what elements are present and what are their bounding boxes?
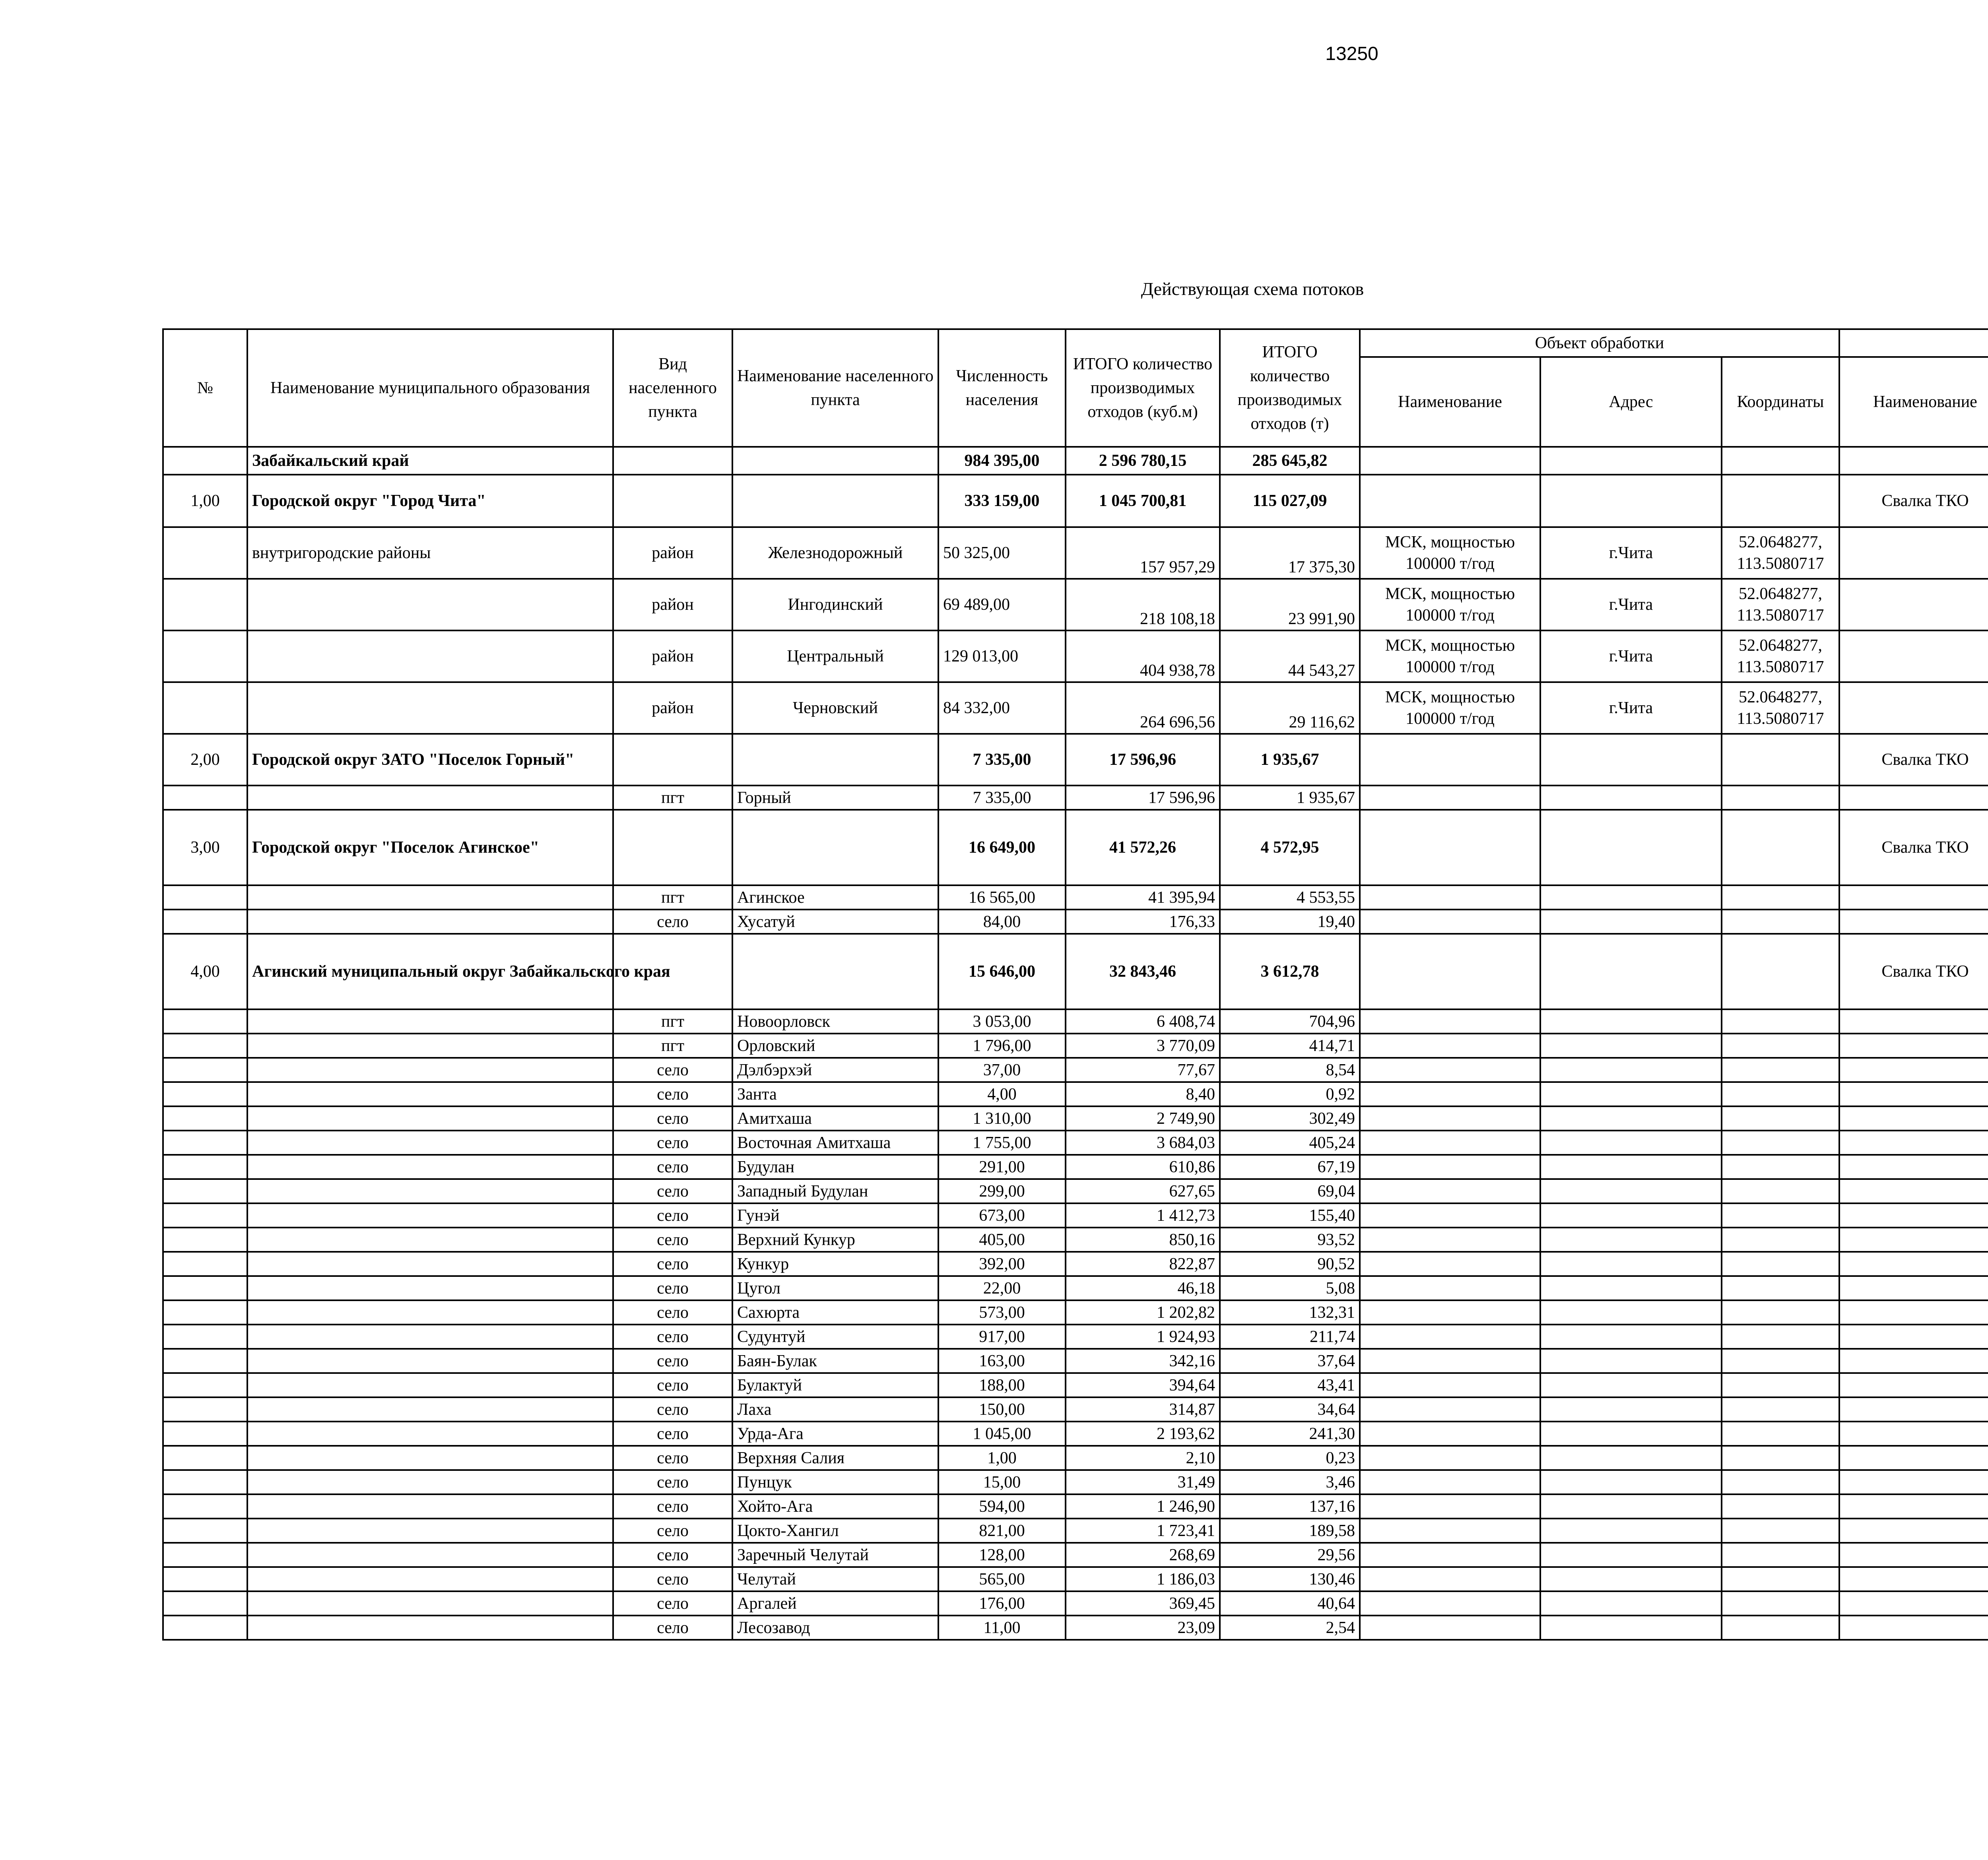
population: 16 565,00 [938, 885, 1066, 910]
total-m3: 1 045 700,81 [1066, 475, 1220, 527]
total-t: 0,23 [1220, 1446, 1360, 1470]
settlement-type: район [613, 527, 732, 579]
total-t: 405,24 [1220, 1131, 1360, 1155]
total-t: 155,40 [1220, 1203, 1360, 1228]
total-m3: 610,86 [1066, 1155, 1220, 1179]
table-row [163, 1616, 1988, 1640]
total-m3: 369,45 [1066, 1591, 1220, 1616]
total-m3: 1 924,93 [1066, 1325, 1220, 1349]
table-row [163, 1325, 1988, 1349]
total-m3: 1 723,41 [1066, 1519, 1220, 1543]
settlement-type: село [613, 1276, 732, 1300]
population: 176,00 [938, 1591, 1066, 1616]
settlement-type: село [613, 1373, 732, 1397]
settlement-name: Сахюрта [732, 1300, 938, 1325]
total-m3: 32 843,46 [1066, 934, 1220, 1009]
settlement-name: Черновский [732, 682, 938, 734]
total-m3: 157 957,29 [1066, 527, 1220, 579]
population: 1 045,00 [938, 1422, 1066, 1446]
total-t: 115 027,09 [1220, 475, 1360, 527]
settlement-name: Орловский [732, 1034, 938, 1058]
population: 22,00 [938, 1276, 1066, 1300]
total-t: 3,46 [1220, 1470, 1360, 1494]
population: 15 646,00 [938, 934, 1066, 1009]
total-m3: 2 193,62 [1066, 1422, 1220, 1446]
settlement-name: Хусатуй [732, 910, 938, 934]
header-total-m3: ИТОГО количество производимых отходов (куб.м) [1066, 329, 1220, 447]
settlement-type: село [613, 1397, 732, 1422]
population: 69 489,00 [938, 579, 1066, 630]
settlement-type: село [613, 1543, 732, 1567]
total-t: 414,71 [1220, 1034, 1360, 1058]
population: 333 159,00 [938, 475, 1066, 527]
population: 3 053,00 [938, 1009, 1066, 1034]
total-t: 132,31 [1220, 1300, 1360, 1325]
total-m3: 218 108,18 [1066, 579, 1220, 630]
settlement-type: район [613, 579, 732, 630]
placement-name: Свалка ТКО [1839, 734, 1988, 786]
table-row [163, 579, 1988, 630]
settlement-type: село [613, 1155, 732, 1179]
region-population: 984 395,00 [938, 447, 1066, 475]
settlement-name: Цугол [732, 1276, 938, 1300]
population: 129 013,00 [938, 630, 1066, 682]
total-m3: 2,10 [1066, 1446, 1220, 1470]
population: 291,00 [938, 1155, 1066, 1179]
total-t: 137,16 [1220, 1494, 1360, 1519]
settlement-type: село [613, 1179, 732, 1203]
population: 4,00 [938, 1082, 1066, 1106]
processing-name: МСК, мощностью 100000 т/год [1360, 630, 1540, 682]
table-row [163, 682, 1988, 734]
processing-name: МСК, мощностью 100000 т/год [1360, 527, 1540, 579]
header-settlement-type: Вид населенного пункта [613, 329, 732, 447]
aginsky-settlements [163, 1009, 1988, 1640]
settlement-type: село [613, 1349, 732, 1373]
processing-address: г.Чита [1540, 630, 1722, 682]
table-row [163, 910, 1988, 934]
settlement-type: село [613, 1567, 732, 1591]
settlement-name: Цокто-Хангил [732, 1519, 938, 1543]
settlement-type: село [613, 1470, 732, 1494]
total-m3: 41 395,94 [1066, 885, 1220, 910]
total-t: 93,52 [1220, 1228, 1360, 1252]
table-row [163, 447, 1988, 475]
settlement-name: Баян-Булак [732, 1349, 938, 1373]
population: 299,00 [938, 1179, 1066, 1203]
table-row [163, 1058, 1988, 1082]
settlement-name: Судунтуй [732, 1325, 938, 1349]
table-row [163, 1470, 1988, 1494]
total-t: 17 375,30 [1220, 527, 1360, 579]
population: 163,00 [938, 1349, 1066, 1373]
settlement-name: Дэлбэрхэй [732, 1058, 938, 1082]
settlement-name: Центральный [732, 630, 938, 682]
total-m3: 342,16 [1066, 1349, 1220, 1373]
table-row [163, 1276, 1988, 1300]
settlement-type: село [613, 1325, 732, 1349]
processing-coords: 52.0648277, 113.5080717 [1722, 682, 1839, 734]
table-row [163, 630, 1988, 682]
settlement-type: пгт [613, 1034, 732, 1058]
table-row [163, 1543, 1988, 1567]
placement-name: Свалка ТКО [1839, 810, 1988, 885]
table-row [163, 1106, 1988, 1131]
table-row [163, 1034, 1988, 1058]
table-row [163, 1009, 1988, 1034]
settlement-type: село [613, 1228, 732, 1252]
table-row [163, 1155, 1988, 1179]
total-m3: 17 596,96 [1066, 734, 1220, 786]
settlement-type: село [613, 910, 732, 934]
population: 673,00 [938, 1203, 1066, 1228]
table-row [163, 1591, 1988, 1616]
header-municipality: Наименование муниципального образования [247, 329, 613, 447]
settlement-name: Горный [732, 786, 938, 810]
settlement-type: село [613, 1591, 732, 1616]
settlement-type: район [613, 682, 732, 734]
population: 573,00 [938, 1300, 1066, 1325]
settlement-name: Амитхаша [732, 1106, 938, 1131]
total-t: 130,46 [1220, 1567, 1360, 1591]
header-processing: Объект обработки [1360, 329, 1839, 357]
population: 594,00 [938, 1494, 1066, 1519]
total-t: 5,08 [1220, 1276, 1360, 1300]
population: 188,00 [938, 1373, 1066, 1397]
population: 7 335,00 [938, 734, 1066, 786]
population: 565,00 [938, 1567, 1066, 1591]
table-row [163, 475, 1988, 527]
processing-address: г.Чита [1540, 527, 1722, 579]
total-t: 90,52 [1220, 1252, 1360, 1276]
municipality-name: Агинский муниципальный округ Забайкальского края [247, 934, 613, 1009]
population: 128,00 [938, 1543, 1066, 1567]
population: 1,00 [938, 1446, 1066, 1470]
settlement-type: село [613, 1106, 732, 1131]
settlement-name: Новоорловск [732, 1009, 938, 1034]
table-row [163, 1131, 1988, 1155]
settlement-type: село [613, 1131, 732, 1155]
settlement-name: Верхний Кункур [732, 1228, 938, 1252]
population: 917,00 [938, 1325, 1066, 1349]
settlement-name: Восточная Амитхаша [732, 1131, 938, 1155]
settlement-name: Хойто-Ага [732, 1494, 938, 1519]
total-t: 8,54 [1220, 1058, 1360, 1082]
flows-table [162, 328, 1988, 1641]
header-placement [1839, 329, 1988, 357]
table-row [163, 1446, 1988, 1470]
settlement-name: Кункур [732, 1252, 938, 1276]
row-num: 2,00 [163, 734, 247, 786]
table-row [163, 1082, 1988, 1106]
table-row [163, 734, 1988, 786]
settlement-name: Агинское [732, 885, 938, 910]
total-m3: 850,16 [1066, 1228, 1220, 1252]
settlement-name: Железнодорожный [732, 527, 938, 579]
settlement-type: село [613, 1082, 732, 1106]
districts-label: внутригородские районы [247, 527, 613, 579]
table-row [163, 1300, 1988, 1325]
table-row [163, 1179, 1988, 1203]
total-t: 44 543,27 [1220, 630, 1360, 682]
total-m3: 46,18 [1066, 1276, 1220, 1300]
settlement-name: Верхняя Салия [732, 1446, 938, 1470]
total-m3: 176,33 [1066, 910, 1220, 934]
table-row [163, 1494, 1988, 1519]
total-t: 3 612,78 [1220, 934, 1360, 1009]
header-num: № [163, 329, 247, 447]
table-row [163, 1519, 1988, 1543]
total-t: 4 553,55 [1220, 885, 1360, 910]
processing-name: МСК, мощностью 100000 т/год [1360, 579, 1540, 630]
population: 1 310,00 [938, 1106, 1066, 1131]
settlement-type: село [613, 1494, 732, 1519]
total-m3: 404 938,78 [1066, 630, 1220, 682]
population: 405,00 [938, 1228, 1066, 1252]
total-m3: 23,09 [1066, 1616, 1220, 1640]
total-m3: 1 202,82 [1066, 1300, 1220, 1325]
total-t: 23 991,90 [1220, 579, 1360, 630]
settlement-name: Западный Будулан [732, 1179, 938, 1203]
table-row [163, 786, 1988, 810]
document-title: Действующая схема потоков [1141, 279, 1364, 299]
row-num: 4,00 [163, 934, 247, 1009]
settlement-type: село [613, 1446, 732, 1470]
total-t: 2,54 [1220, 1616, 1360, 1640]
population: 1 755,00 [938, 1131, 1066, 1155]
table-row [163, 1203, 1988, 1228]
settlement-name: Челутай [732, 1567, 938, 1591]
settlement-name: Лаха [732, 1397, 938, 1422]
total-m3: 268,69 [1066, 1543, 1220, 1567]
total-m3: 1 186,03 [1066, 1567, 1220, 1591]
total-m3: 3 770,09 [1066, 1034, 1220, 1058]
settlement-type: село [613, 1058, 732, 1082]
settlement-type: село [613, 1203, 732, 1228]
total-m3: 41 572,26 [1066, 810, 1220, 885]
total-t: 34,64 [1220, 1397, 1360, 1422]
total-t: 1 935,67 [1220, 734, 1360, 786]
settlement-name: Лесозавод [732, 1616, 938, 1640]
table-row [163, 810, 1988, 885]
municipality-name: Городской округ ЗАТО "Поселок Горный" [247, 734, 613, 786]
row-num: 1,00 [163, 475, 247, 527]
population: 15,00 [938, 1470, 1066, 1494]
population: 84,00 [938, 910, 1066, 934]
population: 150,00 [938, 1397, 1066, 1422]
total-t: 69,04 [1220, 1179, 1360, 1203]
processing-name: МСК, мощностью 100000 т/год [1360, 682, 1540, 734]
settlement-name: Урда-Ага [732, 1422, 938, 1446]
population: 16 649,00 [938, 810, 1066, 885]
total-m3: 314,87 [1066, 1397, 1220, 1422]
table-row [163, 1397, 1988, 1422]
population: 1 796,00 [938, 1034, 1066, 1058]
placement-name: Свалка ТКО [1839, 475, 1988, 527]
table-row [163, 885, 1988, 910]
table-row [163, 1567, 1988, 1591]
region-total-t: 285 645,82 [1220, 447, 1360, 475]
settlement-name: Занта [732, 1082, 938, 1106]
settlement-name: Гунэй [732, 1203, 938, 1228]
processing-address: г.Чита [1540, 682, 1722, 734]
total-t: 29,56 [1220, 1543, 1360, 1567]
population: 37,00 [938, 1058, 1066, 1082]
total-t: 43,41 [1220, 1373, 1360, 1397]
total-m3: 31,49 [1066, 1470, 1220, 1494]
settlement-type: село [613, 1252, 732, 1276]
total-m3: 822,87 [1066, 1252, 1220, 1276]
settlement-type: село [613, 1422, 732, 1446]
population: 7 335,00 [938, 786, 1066, 810]
total-t: 19,40 [1220, 910, 1360, 934]
total-m3: 1 246,90 [1066, 1494, 1220, 1519]
total-m3: 1 412,73 [1066, 1203, 1220, 1228]
page-number: 13250 [1325, 43, 1378, 64]
settlement-type: село [613, 1616, 732, 1640]
total-t: 4 572,95 [1220, 810, 1360, 885]
header-proc-coords: Координаты [1722, 357, 1839, 447]
processing-coords: 52.0648277, 113.5080717 [1722, 630, 1839, 682]
municipality-name: Городской округ "Поселок Агинское" [247, 810, 613, 885]
header-total-t: ИТОГО количество производимых отходов (т) [1220, 329, 1360, 447]
total-m3: 3 684,03 [1066, 1131, 1220, 1155]
total-m3: 2 749,90 [1066, 1106, 1220, 1131]
region-name: Забайкальский край [247, 447, 613, 475]
total-m3: 394,64 [1066, 1373, 1220, 1397]
total-t: 67,19 [1220, 1155, 1360, 1179]
settlement-name: Будулан [732, 1155, 938, 1179]
settlement-name: Аргалей [732, 1591, 938, 1616]
header-population: Численность населения [938, 329, 1066, 447]
total-m3: 17 596,96 [1066, 786, 1220, 810]
population: 50 325,00 [938, 527, 1066, 579]
table-row [163, 1349, 1988, 1373]
total-m3: 627,65 [1066, 1179, 1220, 1203]
municipality-name: Городской округ "Город Чита" [247, 475, 613, 527]
total-t: 241,30 [1220, 1422, 1360, 1446]
processing-address: г.Чита [1540, 579, 1722, 630]
settlement-type: пгт [613, 1009, 732, 1034]
total-t: 37,64 [1220, 1349, 1360, 1373]
table-row [163, 934, 1988, 1009]
settlement-type: село [613, 1300, 732, 1325]
population: 11,00 [938, 1616, 1066, 1640]
total-m3: 8,40 [1066, 1082, 1220, 1106]
table-row [163, 1373, 1988, 1397]
processing-coords: 52.0648277, 113.5080717 [1722, 527, 1839, 579]
table-row [163, 1252, 1988, 1276]
header-proc-name: Наименование [1360, 357, 1540, 447]
settlement-type: пгт [613, 786, 732, 810]
total-t: 1 935,67 [1220, 786, 1360, 810]
table-row [163, 1228, 1988, 1252]
settlement-type: село [613, 1519, 732, 1543]
total-t: 29 116,62 [1220, 682, 1360, 734]
settlement-type: район [613, 630, 732, 682]
settlement-name: Заречный Челутай [732, 1543, 938, 1567]
region-total-m3: 2 596 780,15 [1066, 447, 1220, 475]
settlement-name: Булактуй [732, 1373, 938, 1397]
settlement-name: Ингодинский [732, 579, 938, 630]
total-t: 189,58 [1220, 1519, 1360, 1543]
processing-coords: 52.0648277, 113.5080717 [1722, 579, 1839, 630]
settlement-type: пгт [613, 885, 732, 910]
table-row [163, 1422, 1988, 1446]
total-m3: 264 696,56 [1066, 682, 1220, 734]
total-m3: 77,67 [1066, 1058, 1220, 1082]
header-proc-address: Адрес [1540, 357, 1722, 447]
table-row [163, 527, 1988, 579]
total-t: 211,74 [1220, 1325, 1360, 1349]
settlement-name: Пунцук [732, 1470, 938, 1494]
header-place-name: Наименование [1839, 357, 1988, 447]
total-t: 0,92 [1220, 1082, 1360, 1106]
total-t: 704,96 [1220, 1009, 1360, 1034]
total-t: 302,49 [1220, 1106, 1360, 1131]
row-num: 3,00 [163, 810, 247, 885]
population: 821,00 [938, 1519, 1066, 1543]
header-settlement-name: Наименование населенного пункта [732, 329, 938, 447]
placement-name: Свалка ТКО [1839, 934, 1988, 1009]
population: 392,00 [938, 1252, 1066, 1276]
total-m3: 6 408,74 [1066, 1009, 1220, 1034]
population: 84 332,00 [938, 682, 1066, 734]
total-t: 40,64 [1220, 1591, 1360, 1616]
